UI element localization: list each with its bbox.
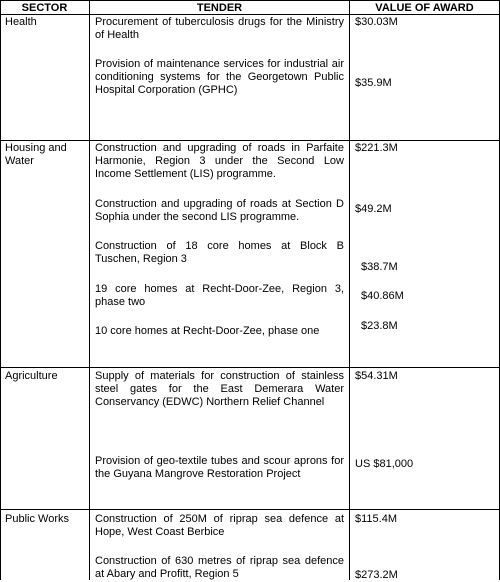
- header-sector: SECTOR: [21, 2, 68, 14]
- award-value: $49.2M: [355, 203, 392, 215]
- award-value: $23.8M: [361, 320, 398, 332]
- sector-cell: Health: [5, 16, 37, 28]
- award-value: $38.7M: [361, 261, 398, 273]
- award-value: $30.03M: [355, 16, 398, 28]
- table-border-left: [0, 0, 1, 580]
- award-value: US $81,000: [355, 458, 414, 470]
- tender-description: Procurement of tuberculosis drugs for the Ministry of Health: [95, 16, 344, 41]
- header-tender: TENDER: [196, 2, 243, 14]
- row-divider: [0, 140, 500, 141]
- row-divider: [0, 367, 500, 368]
- tender-description: 19 core homes at Recht-Door-Zee, Region 3, phase two: [95, 283, 344, 308]
- tender-description: Construction of 18 core homes at Block B Tuschen, Region 3: [95, 240, 344, 265]
- column-divider-sector: [89, 0, 90, 580]
- column-divider-tender: [349, 0, 350, 580]
- sector-cell: Housing and Water: [5, 142, 67, 167]
- tender-description: Supply of materials for construction of stainless steel gates for the East Demerara Water Conservancy (EDWC) Northern Relief Channel: [95, 370, 344, 408]
- award-value: $221.3M: [355, 142, 398, 154]
- sector-cell: Public Works: [5, 513, 69, 525]
- row-divider: [0, 509, 500, 510]
- sector-cell: Agriculture: [5, 370, 58, 382]
- tender-description: Construction of 250M of riprap sea defence at Hope, West Coast Berbice: [95, 513, 344, 538]
- award-value: $35.9M: [355, 77, 392, 89]
- award-value: $40.86M: [361, 290, 404, 302]
- tender-description: 10 core homes at Recht-Door-Zee, phase one: [95, 325, 320, 337]
- award-value: $54.31M: [355, 370, 398, 382]
- tender-description: Provision of geo-textile tubes and scour aprons for the Guyana Mangrove Restoration Project: [95, 455, 344, 480]
- award-value: $273.2M: [355, 569, 398, 581]
- header-value: VALUE OF AWARD: [375, 2, 474, 14]
- tender-description: Construction and upgrading of roads in Parfaite Harmonie, Region 3 under the Second Low Income Settlement (LIS) programme.: [95, 142, 344, 180]
- tender-description: Construction of 630 metres of riprap sea defence at Abary and Profitt, Region 5: [95, 555, 344, 580]
- award-value: $115.4M: [355, 513, 397, 525]
- tender-description: Construction and upgrading of roads at Section D Sophia under the second LIS programme.: [95, 198, 344, 223]
- table-border-top: [0, 0, 500, 1]
- tender-description: Provision of maintenance services for industrial air conditioning systems for the Georgetown Public Hospital Corporation (GPHC): [95, 58, 344, 96]
